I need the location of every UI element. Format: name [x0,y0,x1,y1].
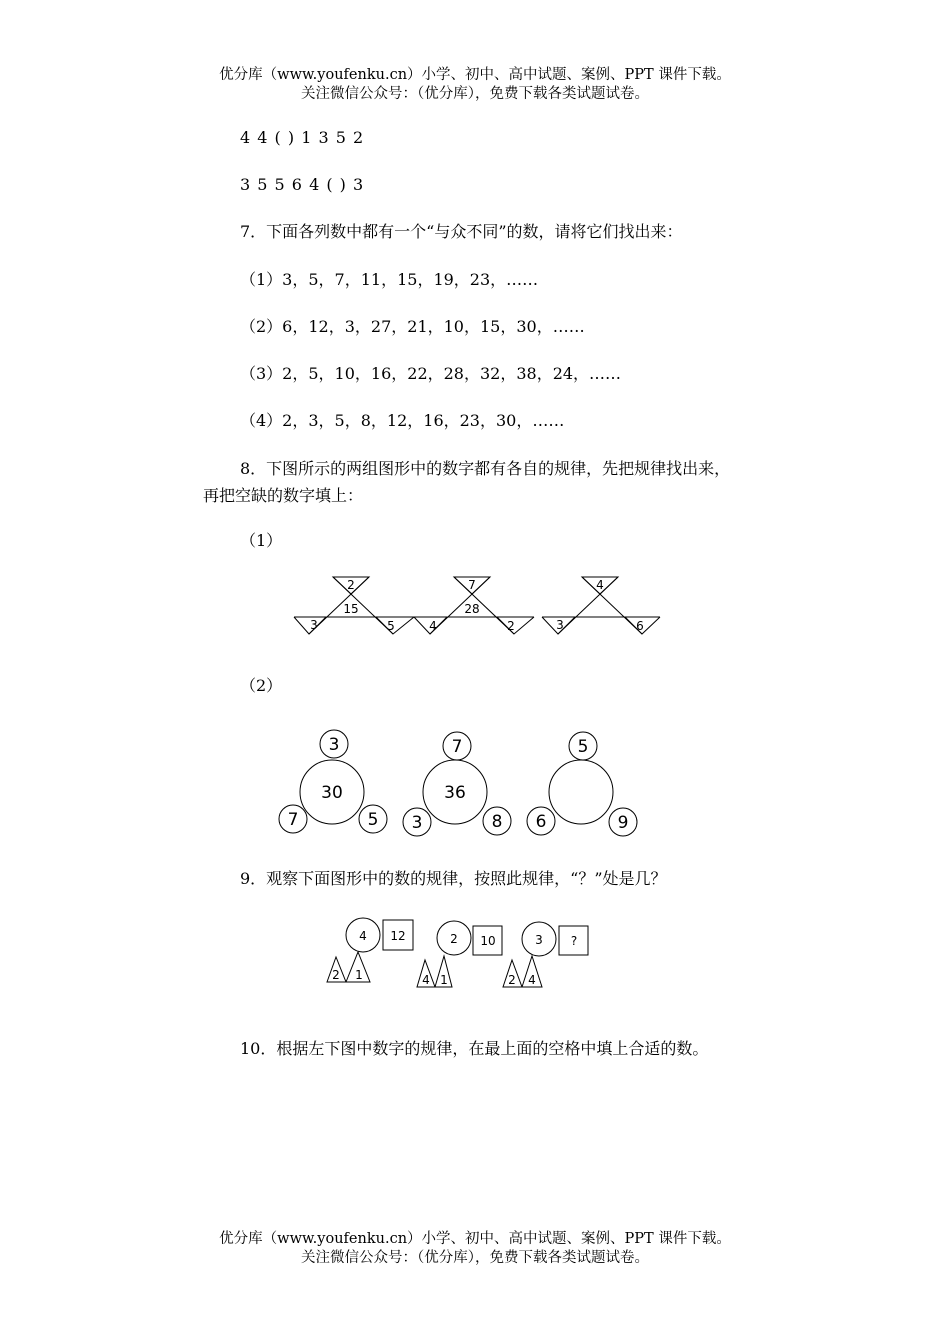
q8-part1-label: （1） [240,531,283,550]
q8-title-line-2: 再把空缺的数字填上： [203,486,364,505]
q9-circle-2: 2 [450,932,458,946]
q7-title: 7．下面各列数中都有一个“与众不同”的数，请将它们找出来： [240,222,683,241]
q8-part2-label: （2） [240,676,283,695]
fig2-top-2: 7 [451,737,463,757]
fig2-right-1: 5 [367,810,379,830]
fig1-left-3: 3 [556,618,564,632]
sequence-row-2: 3 5 5 6 4 ( ) 3 [240,175,365,194]
q8-figure-2 [270,722,650,842]
q7-item-3: （3）2，5，10，16，22，28，32，38，24，…… [240,364,622,383]
fig1-center-1: 15 [343,602,359,616]
fig2-left-3: 6 [535,812,547,832]
fig2-left-1: 7 [287,810,299,830]
q7-item-1: （1）3，5，7，11，15，19，23，…… [240,270,539,289]
footer-line-2: 关注微信公众号：（优分库），免费下载各类试题试卷。 [301,1250,649,1266]
header-line-2: 关注微信公众号：（优分库），免费下载各类试题试卷。 [301,86,649,102]
q8-title-line-1: 8．下图所示的两组图形中的数字都有各自的规律，先把规律找出来， [240,459,731,478]
q7-item-2: （2）6，12，3，27，21，10，15，30，…… [240,317,585,336]
fig2-top-3: 5 [577,737,589,757]
fig1-left-2: 4 [429,619,437,633]
q9-tri-right-1: 1 [355,968,363,982]
fig2-top-1: 3 [328,735,340,755]
q8-figure-1 [290,572,670,642]
sequence-row-1: 4 4 ( ) 1 3 5 2 [240,128,365,147]
fig2-left-2: 3 [411,813,423,833]
fig1-right-3: 6 [636,619,644,633]
fig1-center-2: 28 [464,602,480,616]
fig2-center-1: 30 [321,783,343,803]
q9-square-2: 10 [480,934,496,948]
fig1-top-1: 2 [347,578,355,592]
q9-tri-left-3: 2 [508,973,516,987]
header-line-1: 优分库（www.youfenku.cn）小学、初中、高中试题、案例、PPT 课件下载。 [219,67,731,83]
q9-figure [320,912,600,992]
q9-circle-1: 4 [359,929,367,943]
q9-square-1: 12 [390,929,406,943]
fig1-top-2: 7 [468,578,476,592]
fig2-right-2: 8 [491,812,503,832]
q9-circle-3: 3 [535,933,543,947]
q9-square-3: ? [570,934,578,948]
q9-tri-left-2: 4 [422,973,430,987]
q9-tri-right-3: 4 [528,973,536,987]
fig1-right-1: 5 [387,619,395,633]
fig2-center-2: 36 [444,783,466,803]
q7-item-4: （4）2，3，5，8，12，16，23，30，…… [240,411,565,430]
q9-tri-left-1: 2 [332,968,340,982]
q10-title: 10．根据左下图中数字的规律，在最上面的空格中填上合适的数。 [240,1039,709,1058]
q9-tri-right-2: 1 [440,973,448,987]
q9-title: 9．观察下面图形中的数的规律，按照此规律，“？”处是几？ [240,869,667,888]
fig2-right-3: 9 [617,813,629,833]
fig1-right-2: 2 [507,619,515,633]
fig1-top-3: 4 [596,578,604,592]
footer-line-1: 优分库（www.youfenku.cn）小学、初中、高中试题、案例、PPT 课件下载。 [219,1231,731,1247]
fig1-left-1: 3 [310,618,318,632]
